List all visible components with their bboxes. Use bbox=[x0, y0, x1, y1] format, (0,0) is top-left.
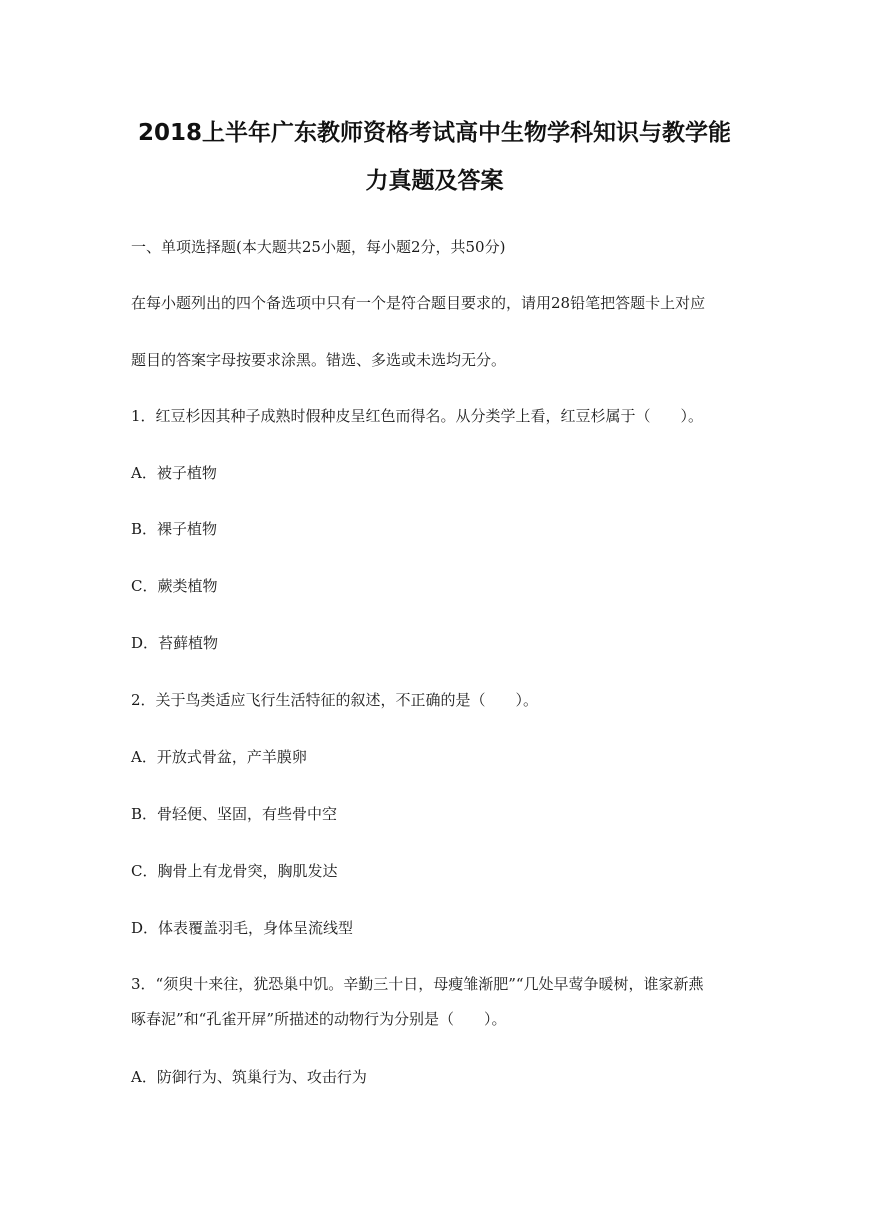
question-2-option-b: B．骨轻便、坚固，有些骨中空 bbox=[131, 805, 338, 823]
question-1-option-c: C．蕨类植物 bbox=[131, 577, 218, 595]
question-3-stem-line-2: 啄春泥”和“孔雀开屏”所描述的动物行为分别是（ ）。 bbox=[131, 1010, 507, 1028]
instructions-line-1: 在每小题列出的四个备选项中只有一个是符合题目要求的，请用28铅笔把答题卡上对应 bbox=[131, 294, 706, 312]
question-1-option-b: B．裸子植物 bbox=[131, 520, 218, 538]
question-1-option-a: A．被子植物 bbox=[131, 464, 217, 482]
document-title-line-2: 力真题及答案 bbox=[365, 168, 504, 194]
question-1-option-d: D．苔藓植物 bbox=[131, 634, 219, 652]
question-3-stem-line-1: 3．“须臾十来往，犹恐巢中饥。辛勤三十日，母瘦雏渐肥”“几处早莺争暖树，谁家新燕 bbox=[131, 975, 704, 993]
question-2-option-d: D．体表覆盖羽毛，身体呈流线型 bbox=[131, 919, 354, 937]
question-3-option-a: A．防御行为、筑巢行为、攻击行为 bbox=[131, 1068, 367, 1086]
section-heading: 一、单项选择题(本大题共25小题，每小题2分，共50分) bbox=[131, 238, 506, 256]
question-1-stem: 1．红豆杉因其种子成熟时假种皮呈红色而得名。从分类学上看，红豆杉属于（ ）。 bbox=[131, 407, 704, 425]
document-title-line-1: 2018上半年广东教师资格考试高中生物学科知识与教学能 bbox=[137, 120, 731, 146]
question-2-option-a: A．开放式骨盆，产羊膜卵 bbox=[131, 748, 307, 766]
question-2-option-c: C．胸骨上有龙骨突，胸肌发达 bbox=[131, 862, 338, 880]
instructions-line-2: 题目的答案字母按要求涂黑。错选、多选或未选均无分。 bbox=[131, 351, 507, 369]
question-2-stem: 2．关于鸟类适应飞行生活特征的叙述，不正确的是（ ）。 bbox=[131, 691, 539, 709]
